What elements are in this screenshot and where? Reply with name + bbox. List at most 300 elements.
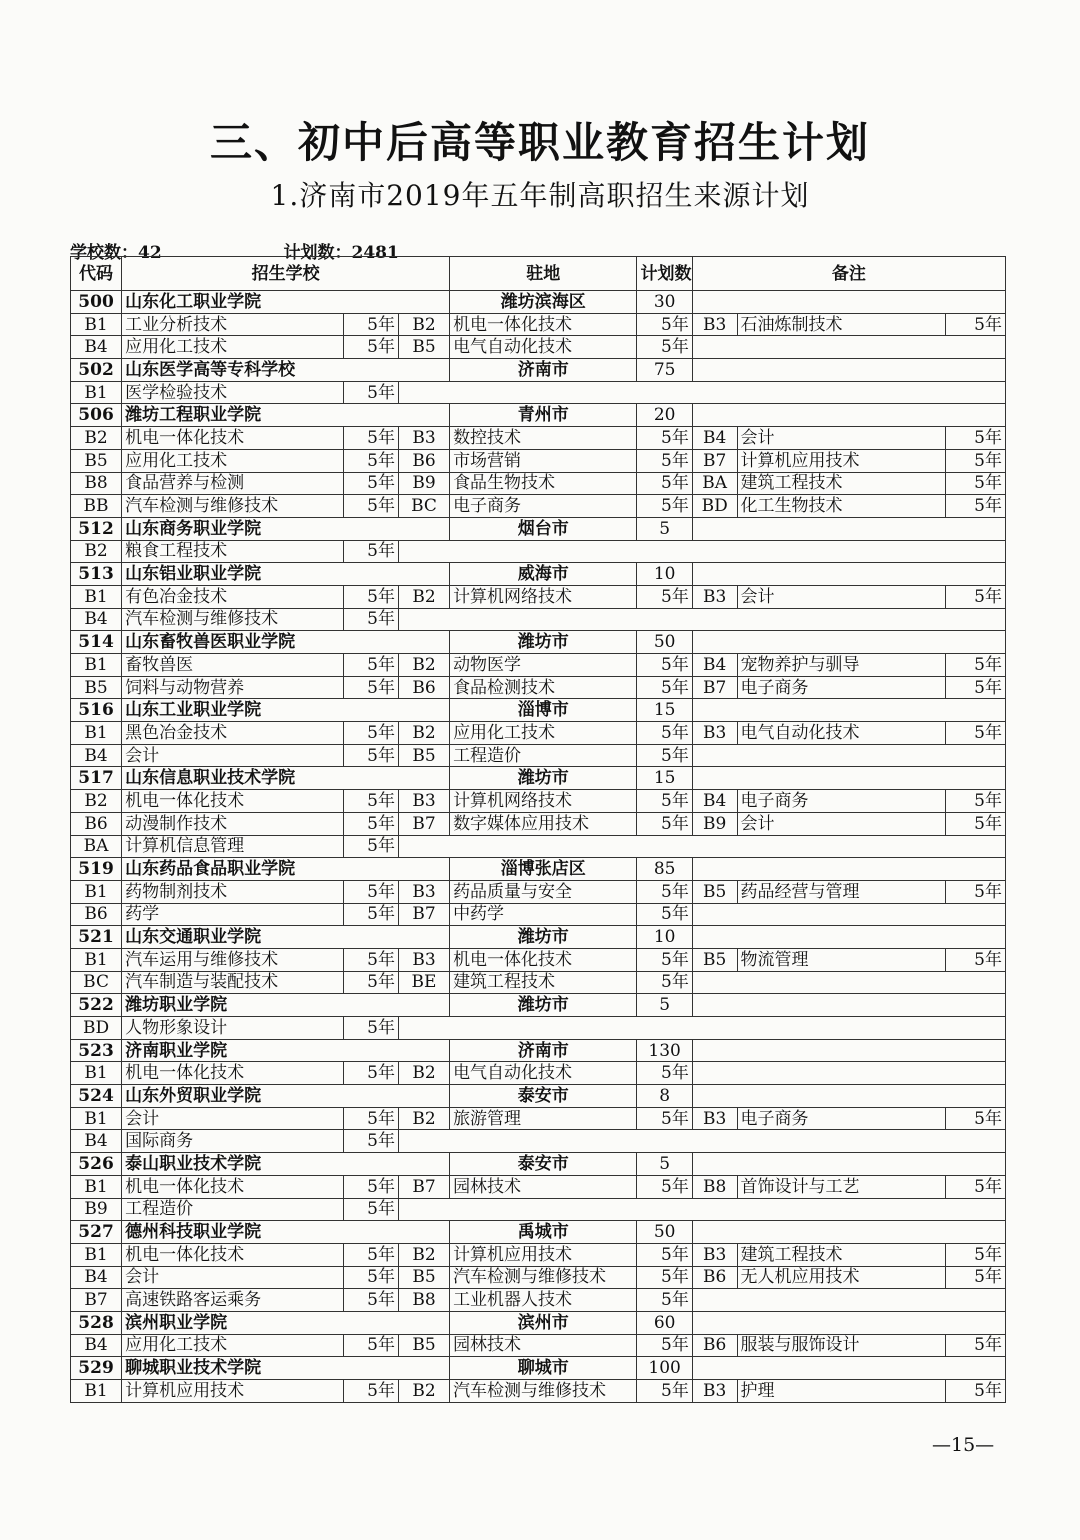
- major-duration: 5年: [946, 880, 1006, 903]
- school-row: [71, 699, 1006, 722]
- school-code: 500: [71, 291, 122, 314]
- major-duration: 5年: [637, 676, 692, 699]
- school-name: 聊城职业技术学院: [122, 1357, 450, 1380]
- major-duration: 5年: [637, 1380, 692, 1403]
- school-row: [71, 1039, 1006, 1062]
- empty-cell: [398, 540, 1005, 563]
- major-name: 计算机应用技术: [122, 1380, 343, 1403]
- school-plan-count: 15: [637, 699, 692, 722]
- major-code: B2: [398, 585, 449, 608]
- major-name: 会计: [122, 1266, 343, 1289]
- major-duration: 5年: [637, 812, 692, 835]
- major-row: [71, 585, 1006, 608]
- school-name: 山东工业职业学院: [122, 699, 450, 722]
- school-notes: [692, 858, 1005, 881]
- major-duration: 5年: [343, 1334, 398, 1357]
- school-name: 德州科技职业学院: [122, 1221, 450, 1244]
- major-name: 计算机信息管理: [122, 835, 343, 858]
- school-row: [71, 1357, 1006, 1380]
- school-plan-count: 30: [637, 291, 692, 314]
- school-location: 泰安市: [450, 1085, 637, 1108]
- major-code: B1: [71, 381, 122, 404]
- major-code: B2: [398, 1107, 449, 1130]
- major-duration: 5年: [946, 676, 1006, 699]
- major-name: 动漫制作技术: [122, 812, 343, 835]
- page-subtitle: 1.济南市2019年五年制高职招生来源计划: [270, 179, 810, 212]
- school-name: 济南职业学院: [122, 1039, 450, 1062]
- major-name: 药品经营与管理: [737, 880, 946, 903]
- school-code: 502: [71, 359, 122, 382]
- major-code: B3: [398, 427, 449, 450]
- major-duration: 5年: [343, 540, 398, 563]
- major-duration: 5年: [946, 1243, 1006, 1266]
- school-row: [71, 858, 1006, 881]
- enrollment-plan-table: [70, 256, 1006, 1403]
- major-duration: 5年: [637, 790, 692, 813]
- major-code: BD: [71, 1017, 122, 1040]
- major-duration: 5年: [343, 1289, 398, 1312]
- school-code: 516: [71, 699, 122, 722]
- major-duration: 5年: [637, 654, 692, 677]
- major-name: 护理: [737, 1380, 946, 1403]
- major-name: 电气自动化技术: [450, 1062, 637, 1085]
- major-row: [71, 313, 1006, 336]
- major-row: [71, 948, 1006, 971]
- major-duration: 5年: [343, 676, 398, 699]
- major-code: B6: [692, 1266, 737, 1289]
- major-name: 机电一体化技术: [122, 1062, 343, 1085]
- major-code: B4: [71, 1334, 122, 1357]
- school-code: 527: [71, 1221, 122, 1244]
- school-notes: [692, 291, 1005, 314]
- major-duration: 5年: [946, 1334, 1006, 1357]
- major-row: [71, 790, 1006, 813]
- major-code: B4: [71, 336, 122, 359]
- school-name: 山东商务职业学院: [122, 517, 450, 540]
- major-duration: 5年: [343, 1243, 398, 1266]
- school-location: 潍坊市: [450, 994, 637, 1017]
- school-location: 滨州市: [450, 1311, 637, 1334]
- school-plan-count: 130: [637, 1039, 692, 1062]
- major-duration: 5年: [946, 1175, 1006, 1198]
- major-code: B2: [398, 1062, 449, 1085]
- major-name: 应用化工技术: [122, 449, 343, 472]
- major-code: BC: [71, 971, 122, 994]
- major-duration: 5年: [343, 1130, 398, 1153]
- major-name: 会计: [122, 744, 343, 767]
- major-duration: 5年: [343, 744, 398, 767]
- major-code: B7: [398, 1175, 449, 1198]
- major-code: B5: [398, 1266, 449, 1289]
- major-code: B5: [398, 336, 449, 359]
- major-code: B2: [71, 540, 122, 563]
- major-duration: 5年: [343, 654, 398, 677]
- school-location: 青州市: [450, 404, 637, 427]
- major-row: [71, 1289, 1006, 1312]
- empty-cell: [398, 1017, 1005, 1040]
- major-code: B2: [398, 722, 449, 745]
- major-code: B1: [71, 880, 122, 903]
- major-code: B6: [398, 449, 449, 472]
- school-code: 521: [71, 926, 122, 949]
- school-plan-count: 5: [637, 517, 692, 540]
- major-row: [71, 1198, 1006, 1221]
- major-duration: 5年: [343, 1062, 398, 1085]
- school-notes: [692, 359, 1005, 382]
- major-code: B7: [398, 812, 449, 835]
- major-code: B6: [692, 1334, 737, 1357]
- major-code: B3: [398, 880, 449, 903]
- major-name: 建筑工程技术: [450, 971, 637, 994]
- major-code: B9: [692, 812, 737, 835]
- major-duration: 5年: [343, 608, 398, 631]
- school-code: 526: [71, 1153, 122, 1176]
- school-plan-count: 50: [637, 1221, 692, 1244]
- school-notes: [692, 767, 1005, 790]
- major-duration: 5年: [637, 449, 692, 472]
- school-row: [71, 631, 1006, 654]
- major-code: B7: [692, 676, 737, 699]
- school-name: 山东药品食品职业学院: [122, 858, 450, 881]
- school-row: [71, 1221, 1006, 1244]
- major-name: 汽车制造与装配技术: [122, 971, 343, 994]
- school-row: [71, 1311, 1006, 1334]
- school-row: [71, 767, 1006, 790]
- major-code: B5: [692, 880, 737, 903]
- major-duration: 5年: [946, 722, 1006, 745]
- major-row: [71, 1380, 1006, 1403]
- major-code: B5: [71, 449, 122, 472]
- major-row: [71, 1266, 1006, 1289]
- empty-cell: [692, 744, 1005, 767]
- major-duration: 5年: [343, 585, 398, 608]
- major-name: 汽车运用与维修技术: [122, 948, 343, 971]
- empty-cell: [398, 1198, 1005, 1221]
- schools-count: 42: [138, 243, 162, 263]
- header-notes: 备注: [692, 257, 1005, 291]
- major-duration: 5年: [343, 948, 398, 971]
- school-code: 529: [71, 1357, 122, 1380]
- major-row: [71, 654, 1006, 677]
- school-plan-count: 8: [637, 1085, 692, 1108]
- school-plan-count: 85: [637, 858, 692, 881]
- major-name: 会计: [122, 1107, 343, 1130]
- major-duration: 5年: [946, 1107, 1006, 1130]
- major-name: 首饰设计与工艺: [737, 1175, 946, 1198]
- major-code: B8: [692, 1175, 737, 1198]
- major-duration: 5年: [637, 336, 692, 359]
- major-row: [71, 1017, 1006, 1040]
- school-row: [71, 1153, 1006, 1176]
- school-plan-count: 10: [637, 563, 692, 586]
- major-duration: 5年: [343, 812, 398, 835]
- major-code: B3: [692, 1107, 737, 1130]
- major-name: 石油炼制技术: [737, 313, 946, 336]
- major-duration: 5年: [343, 1380, 398, 1403]
- major-row: [71, 722, 1006, 745]
- major-name: 计算机网络技术: [450, 790, 637, 813]
- major-name: 宠物养护与驯导: [737, 654, 946, 677]
- major-code: B7: [692, 449, 737, 472]
- major-duration: 5年: [946, 472, 1006, 495]
- major-duration: 5年: [343, 313, 398, 336]
- major-duration: 5年: [343, 903, 398, 926]
- major-duration: 5年: [946, 1380, 1006, 1403]
- school-row: [71, 517, 1006, 540]
- major-code: B4: [71, 744, 122, 767]
- major-code: B2: [398, 1380, 449, 1403]
- school-name: 山东铝业职业学院: [122, 563, 450, 586]
- major-code: B2: [398, 313, 449, 336]
- major-name: 汽车检测与维修技术: [122, 495, 343, 518]
- major-code: B1: [71, 948, 122, 971]
- major-duration: 5年: [343, 1017, 398, 1040]
- school-plan-count: 5: [637, 994, 692, 1017]
- major-code: B1: [71, 1243, 122, 1266]
- major-code: BA: [71, 835, 122, 858]
- major-name: 食品营养与检测: [122, 472, 343, 495]
- header-school: 招生学校: [122, 257, 450, 291]
- school-notes: [692, 1311, 1005, 1334]
- major-code: B4: [692, 427, 737, 450]
- major-name: 黑色冶金技术: [122, 722, 343, 745]
- school-name: 泰山职业技术学院: [122, 1153, 450, 1176]
- major-code: B6: [71, 812, 122, 835]
- major-row: [71, 1130, 1006, 1153]
- major-duration: 5年: [637, 1107, 692, 1130]
- major-name: 电气自动化技术: [737, 722, 946, 745]
- major-code: B7: [398, 903, 449, 926]
- major-code: BB: [71, 495, 122, 518]
- major-duration: 5年: [637, 722, 692, 745]
- school-location: 潍坊滨海区: [450, 291, 637, 314]
- major-duration: 5年: [637, 1175, 692, 1198]
- school-notes: [692, 1221, 1005, 1244]
- empty-cell: [692, 903, 1005, 926]
- major-name: 旅游管理: [450, 1107, 637, 1130]
- major-duration: 5年: [637, 1243, 692, 1266]
- major-row: [71, 495, 1006, 518]
- school-code: 524: [71, 1085, 122, 1108]
- major-row: [71, 903, 1006, 926]
- school-location: 济南市: [450, 1039, 637, 1062]
- major-row: [71, 381, 1006, 404]
- school-plan-count: 75: [637, 359, 692, 382]
- major-row: [71, 472, 1006, 495]
- major-row: [71, 608, 1006, 631]
- major-row: [71, 449, 1006, 472]
- school-plan-count: 20: [637, 404, 692, 427]
- major-name: 机电一体化技术: [122, 790, 343, 813]
- major-name: 计算机应用技术: [450, 1243, 637, 1266]
- header-code: 代码: [71, 257, 122, 291]
- schools-count-label: 学校数：: [70, 243, 138, 263]
- major-row: [71, 1175, 1006, 1198]
- major-row: [71, 971, 1006, 994]
- major-duration: 5年: [343, 336, 398, 359]
- major-code: B3: [692, 1380, 737, 1403]
- major-code: B2: [398, 654, 449, 677]
- major-name: 机电一体化技术: [122, 1175, 343, 1198]
- major-name: 食品生物技术: [450, 472, 637, 495]
- school-location: 潍坊市: [450, 926, 637, 949]
- major-duration: 5年: [343, 1107, 398, 1130]
- major-name: 有色冶金技术: [122, 585, 343, 608]
- school-location: 聊城市: [450, 1357, 637, 1380]
- school-location: 威海市: [450, 563, 637, 586]
- school-row: [71, 563, 1006, 586]
- major-code: BC: [398, 495, 449, 518]
- major-row: [71, 880, 1006, 903]
- major-code: BD: [692, 495, 737, 518]
- major-name: 物流管理: [737, 948, 946, 971]
- major-code: BA: [692, 472, 737, 495]
- major-name: 机电一体化技术: [122, 427, 343, 450]
- major-code: B9: [398, 472, 449, 495]
- major-name: 高速铁路客运乘务: [122, 1289, 343, 1312]
- major-name: 电子商务: [450, 495, 637, 518]
- major-duration: 5年: [946, 585, 1006, 608]
- major-name: 饲料与动物营养: [122, 676, 343, 699]
- major-duration: 5年: [946, 812, 1006, 835]
- major-duration: 5年: [343, 472, 398, 495]
- major-code: B6: [71, 903, 122, 926]
- major-name: 电子商务: [737, 1107, 946, 1130]
- major-code: B2: [71, 790, 122, 813]
- school-notes: [692, 563, 1005, 586]
- major-duration: 5年: [946, 790, 1006, 813]
- school-row: [71, 1085, 1006, 1108]
- major-row: [71, 1334, 1006, 1357]
- major-code: B3: [692, 1243, 737, 1266]
- major-code: B6: [398, 676, 449, 699]
- major-duration: 5年: [637, 427, 692, 450]
- major-code: B1: [71, 1107, 122, 1130]
- school-code: 519: [71, 858, 122, 881]
- school-notes: [692, 994, 1005, 1017]
- major-name: 工程造价: [450, 744, 637, 767]
- school-row: [71, 291, 1006, 314]
- major-row: [71, 336, 1006, 359]
- major-duration: 5年: [637, 1289, 692, 1312]
- school-notes: [692, 517, 1005, 540]
- school-notes: [692, 699, 1005, 722]
- major-duration: 5年: [637, 1266, 692, 1289]
- major-duration: 5年: [343, 1175, 398, 1198]
- major-name: 机电一体化技术: [450, 948, 637, 971]
- table-body: [71, 291, 1006, 1403]
- school-notes: [692, 1039, 1005, 1062]
- school-plan-count: 100: [637, 1357, 692, 1380]
- major-name: 动物医学: [450, 654, 637, 677]
- major-duration: 5年: [343, 880, 398, 903]
- school-notes: [692, 631, 1005, 654]
- school-plan-count: 50: [637, 631, 692, 654]
- major-duration: 5年: [946, 449, 1006, 472]
- major-name: 中药学: [450, 903, 637, 926]
- major-name: 药品质量与安全: [450, 880, 637, 903]
- school-name: 潍坊工程职业学院: [122, 404, 450, 427]
- school-plan-count: 5: [637, 1153, 692, 1176]
- school-location: 禹城市: [450, 1221, 637, 1244]
- major-name: 汽车检测与维修技术: [450, 1380, 637, 1403]
- school-plan-count: 60: [637, 1311, 692, 1334]
- school-notes: [692, 404, 1005, 427]
- school-code: 528: [71, 1311, 122, 1334]
- major-duration: 5年: [637, 971, 692, 994]
- major-name: 电子商务: [737, 790, 946, 813]
- page-title: 三、初中后高等职业教育招生计划: [209, 118, 870, 167]
- major-name: 电气自动化技术: [450, 336, 637, 359]
- major-row: [71, 1062, 1006, 1085]
- major-duration: 5年: [343, 381, 398, 404]
- major-code: B2: [71, 427, 122, 450]
- major-duration: 5年: [946, 948, 1006, 971]
- school-location: 济南市: [450, 359, 637, 382]
- major-name: 医学检验技术: [122, 381, 343, 404]
- major-duration: 5年: [343, 722, 398, 745]
- major-name: 应用化工技术: [122, 1334, 343, 1357]
- major-duration: 5年: [946, 654, 1006, 677]
- major-name: 粮食工程技术: [122, 540, 343, 563]
- major-duration: 5年: [946, 313, 1006, 336]
- empty-cell: [692, 1062, 1005, 1085]
- school-code: 513: [71, 563, 122, 586]
- school-location: 淄博张店区: [450, 858, 637, 881]
- major-row: [71, 676, 1006, 699]
- major-name: 药学: [122, 903, 343, 926]
- major-name: 建筑工程技术: [737, 472, 946, 495]
- major-duration: 5年: [343, 449, 398, 472]
- major-duration: 5年: [946, 495, 1006, 518]
- major-row: [71, 1107, 1006, 1130]
- major-name: 食品检测技术: [450, 676, 637, 699]
- major-name: 药物制剂技术: [122, 880, 343, 903]
- school-code: 514: [71, 631, 122, 654]
- major-duration: 5年: [637, 744, 692, 767]
- school-row: [71, 404, 1006, 427]
- school-name: 山东医学高等专科学校: [122, 359, 450, 382]
- major-duration: 5年: [343, 790, 398, 813]
- major-code: B4: [71, 608, 122, 631]
- header-count: 计划数: [637, 257, 692, 291]
- major-name: 应用化工技术: [450, 722, 637, 745]
- school-notes: [692, 926, 1005, 949]
- major-code: B1: [71, 1175, 122, 1198]
- major-duration: 5年: [343, 495, 398, 518]
- major-name: 园林技术: [450, 1175, 637, 1198]
- school-row: [71, 926, 1006, 949]
- school-location: 烟台市: [450, 517, 637, 540]
- empty-cell: [398, 381, 1005, 404]
- major-duration: 5年: [343, 1198, 398, 1221]
- major-duration: 5年: [637, 313, 692, 336]
- major-name: 会计: [737, 585, 946, 608]
- major-name: 国际商务: [122, 1130, 343, 1153]
- major-name: 机电一体化技术: [122, 1243, 343, 1266]
- major-name: 应用化工技术: [122, 336, 343, 359]
- major-name: 工程造价: [122, 1198, 343, 1221]
- major-row: [71, 812, 1006, 835]
- school-notes: [692, 1357, 1005, 1380]
- empty-cell: [692, 971, 1005, 994]
- school-notes: [692, 1085, 1005, 1108]
- major-name: 数字媒体应用技术: [450, 812, 637, 835]
- major-code: B8: [398, 1289, 449, 1312]
- major-name: 园林技术: [450, 1334, 637, 1357]
- major-duration: 5年: [637, 1062, 692, 1085]
- major-duration: 5年: [637, 495, 692, 518]
